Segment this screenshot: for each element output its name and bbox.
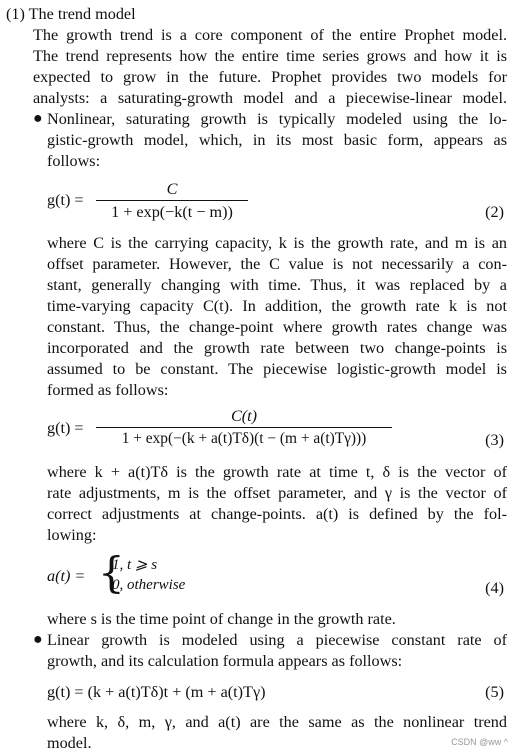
intro-line: The trend represents how the entire time series grows and how it is <box>33 47 507 65</box>
eq4-number: (4) <box>485 579 504 597</box>
bullet2-line: Linear growth is modeled using a piecewise constant rate of <box>47 631 507 649</box>
para2-line: incorporated and the growth rate between two change-points is <box>47 339 507 357</box>
eq2-numerator: C <box>166 180 178 198</box>
eq4-case2: 0, otherwise <box>112 577 186 593</box>
bullet2-line: growth, and its calculation formula appears as follows: <box>47 652 403 670</box>
para2-line: assumed to be constant. The piecewise logistic-growth model is <box>47 360 507 378</box>
para4-line: where s is the time point of change in the growth rate. <box>47 610 396 628</box>
eq4-case1: 1, t ⩾ s <box>112 557 158 573</box>
para5-line: model. <box>47 734 92 752</box>
para3-line: rate adjustments, m is the offset parameter, and γ is the vector of <box>47 484 507 502</box>
eq4-lhs: a(t) = <box>47 567 86 585</box>
eq3-lhs: g(t) = <box>47 419 84 437</box>
eq3-fraction-bar <box>96 427 392 428</box>
para2-line: where C is the carrying capacity, k is the growth rate, and m is an <box>47 234 507 252</box>
bullet1-line: gistic-growth model, which, in its most basic form, appears as <box>47 131 507 149</box>
eq5-number: (5) <box>485 683 504 701</box>
para2-line: formed as follows: <box>47 381 169 399</box>
para2-line: stant, generally changing with time. Thus, it was replaced by a <box>47 276 507 294</box>
para3-line: lowing: <box>47 526 97 544</box>
brace-icon: { <box>98 548 125 597</box>
eq2-denominator: 1 + exp(−k(t − m)) <box>111 203 233 221</box>
eq5-text: g(t) = (k + a(t)Tδ)t + (m + a(t)Tγ) <box>47 683 266 701</box>
eq2-number: (2) <box>485 203 504 221</box>
bullet-icon: ● <box>33 110 43 127</box>
para2-line: constant. Thus, the change-point where growth rates change was <box>47 318 507 336</box>
intro-line: The growth trend is a core component of the entire Prophet model. <box>33 26 507 44</box>
para5-line: where k, δ, m, γ, and a(t) are the same as the nonlinear trend <box>47 713 507 731</box>
section-heading: (1) The trend model <box>6 5 136 23</box>
bullet1-line: Nonlinear, saturating growth is typically modeled using the lo- <box>47 110 507 128</box>
para3-line: where k + a(t)Tδ is the growth rate at time t, δ is the vector of <box>47 463 507 481</box>
eq2-fraction-bar <box>96 200 248 201</box>
eq3-denominator: 1 + exp(−(k + a(t)Tδ)(t − (m + a(t)Tγ))) <box>121 430 367 447</box>
intro-line: analysts: a saturating-growth model and a piecewise-linear model. <box>33 89 507 107</box>
eq3-number: (3) <box>485 431 504 449</box>
eq3-numerator: C(t) <box>230 407 258 425</box>
para2-line: time-varying capacity C(t). In addition, the growth rate k is not <box>47 297 507 315</box>
intro-line: expected to grow in the future. Prophet provides two models for <box>33 68 507 86</box>
eq2-lhs: g(t) = <box>47 191 84 209</box>
para3-line: correct adjustments at change-points. a(t) is defined by the fol- <box>47 505 507 523</box>
para2-line: offset parameter. However, the C value is not necessarily a con- <box>47 255 507 273</box>
bullet1-line: follows: <box>47 152 101 170</box>
bullet-icon: ● <box>33 631 43 648</box>
watermark: CSDN @ww ^ <box>451 737 508 747</box>
